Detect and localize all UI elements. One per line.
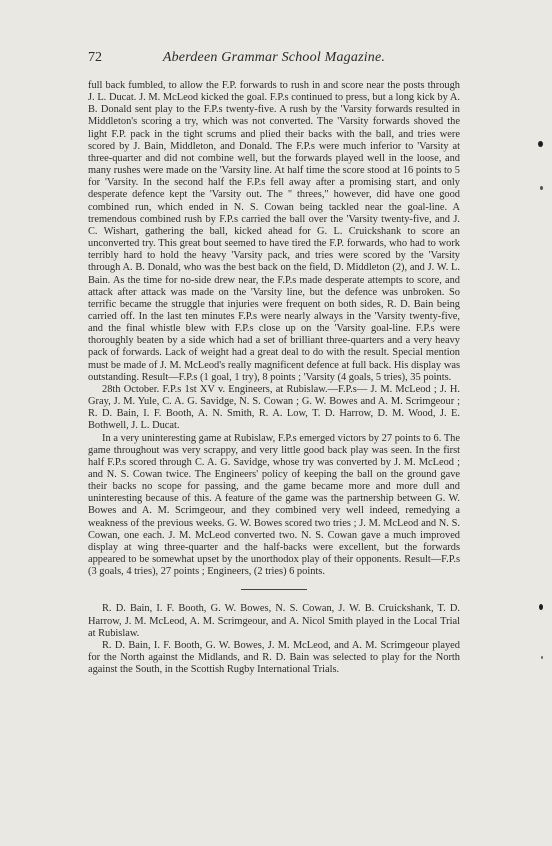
page-blemish-mark — [539, 604, 543, 610]
running-head: Aberdeen Grammar School Magazine. — [162, 50, 386, 65]
paragraph-match-report-engineers: In a very uninteresting game at Rubislaw, F.P.s emerged victors by 27 points to 6. The game throughout was very scrappy, and very little good back play was seen. In the first half F.P.s scored through C. A. G. Savidge, whose try was converted by J. M. McLeod ; and N. S. Cowan twice. The Engineers' policy of keeping the ball on the ground gave their backs no scope for passing, and the game became more and more dull and uninteresting because of this. A feature of the game was the partnership between G. W. Bowes and A. M. Scrimgeour, and they combined very well indeed, remedying a weakness of the previous weeks. G. W. Bowes scored two tries ; J. M. McLeod and N. S. Cowan, one each. J. M. McLeod converted two. N. S. Cowan gave a much improved display at wing three-quarter and the half-backs were excellent, but the forwards appeared to be somewhat upset by the unorthodox play of their opponents. Result—F.P.s (3 goals, 4 tries), 27 points ; Engineers, (2 tries) 6 points. — [88, 432, 460, 578]
page-number: 72 — [88, 50, 102, 65]
paragraph-match-report-varsity: full back fumbled, to allow the F.P. forwards to rush in and score near the posts through J. L. Ducat. J. M. McLeod kicked the goal. F.P.s continued to press, but a long kick by A. B. Donald sent play to the F.P.s twenty-five. A rush by the 'Varsity forwards resulted in Middleton's scoring a try, which was not converted. The 'Varsity forwards shoved the light F.P. pack in the tight scrums and plied their backs with the ball, and tries were scored by J. Bain, Middleton, and Donald. The F.P.s were much inferior to 'Varsity at three-quarter and did not combine well, but the forwards played well in the loose, and many rushes were made on the 'Varsity line. At half time the score stood at 16 points to 5 for 'Varsity. In the second half the F.P.s fell away after a promising start, and only desperate defence kept the 'Varsity out. The " threes," however, did have one good combined run, which ended in N. S. Cowan being tackled near the goal-line. A tremendous combined rush by F.P.s carried the ball over the 'Varsity twenty-five, and J. C. Wishart, gathering the ball, kicked ahead for G. L. Cruickshank to score an unconverted try. This great bout seemed to have tired the F.P. forwards, who had to work terribly hard to hold the heavy 'Varsity pack, and tries were scored by the 'Varsity through A. B. Donald, who was the best back on the field, D. Middleton (2), and J. W. L. Bain. As the time for no-side drew near, the F.P.s made desperate attempts to score, and attack after attack was made on the 'Varsity line, but the defence was unbroken. So terrific became the struggle that injuries were frequent on both sides, R. D. Bain being carried off. In the last ten minutes F.P.s were nearly always in the 'Varsity twenty-five, and the final whistle blew with F.P.s close up on the 'Varsity goal-line. F.P.s were thoroughly beaten by a side which had a set of brilliant three-quarters and a very heavy pack of forwards. Lack of weight had a great deal to do with the result. Special mention must be made of J. M. McLeod's really magnificent defence at full back. His display was outstanding. Result—F.P.s (1 goal, 1 try), 8 points ; 'Varsity (4 goals, 5 tries), 35 points. — [88, 80, 460, 383]
paragraph-local-trial: R. D. Bain, I. F. Booth, G. W. Bowes, N. S. Cowan, J. W. B. Cruickshank, T. D. Harrow, J. M. McLeod, A. M. Scrimgeour, and A. Nicol Smith played in the Local Trial at Rubislaw. — [88, 603, 460, 639]
section-divider — [241, 589, 307, 590]
page-blemish-mark — [541, 656, 543, 659]
paragraph-team-list-engineers: 28th October. F.P.s 1st XV v. Engineers, at Rubislaw.—F.P.s— J. M. McLeod ; J. H. Gray, J. M. Yule, C. A. G. Savidge, N. S. Cowan ; G. W. Bowes and A. M. Scrimgeour ; R. D. Bain, I. F. Booth, A. N. Smith, R. A. Low, T. D. Harrow, D. M. Wood, J. E. Bothwell, J. L. Ducat. — [88, 383, 460, 432]
page-blemish-mark — [540, 186, 543, 190]
paragraph-international-trials: R. D. Bain, I. F. Booth, G. W. Bowes, J. M. McLeod, and A. M. Scrimgeour played for the North against the Midlands, and R. D. Bain was selected to play for the North against the South, in the Scottish Rugby International Trials. — [88, 639, 460, 676]
article-body — [88, 80, 460, 676]
page-header — [88, 50, 460, 70]
page-blemish-mark — [538, 141, 543, 147]
